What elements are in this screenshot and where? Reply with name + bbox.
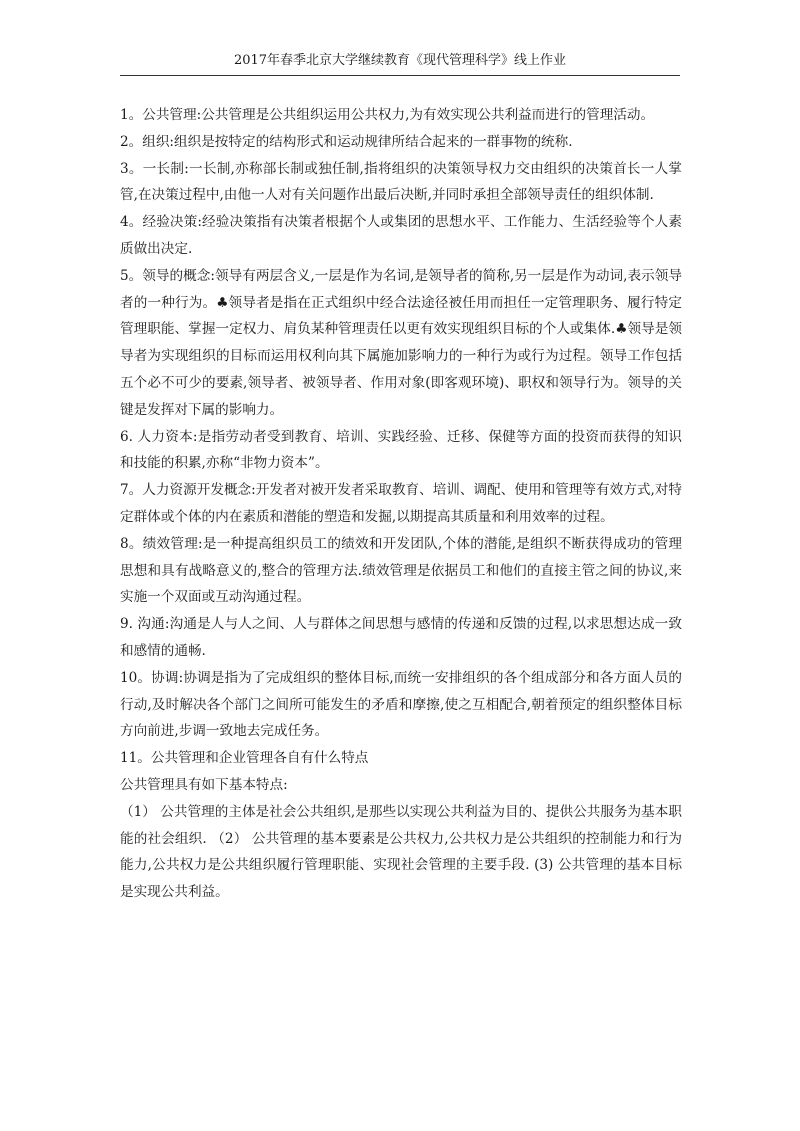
paragraph-2: 2。组织:组织是按特定的结构形式和运动规律所结合起来的一群事物的统称. — [120, 133, 573, 150]
paragraph-9: 9. 沟通:沟通是人与人之间、人与群体之间思想与感情的传递和反馈的过程,以求思想达成一致和感情的通畅. — [120, 616, 682, 659]
page-header — [120, 52, 680, 70]
header-title: 2017年春季北京大学继续教育《现代管理科学》线上作业 — [233, 53, 567, 68]
paragraph-7: 7。人力资源开发概念:开发者对被开发者采取教育、培训、调配、使用和管理等有效方式,对特定群体或个体的内在素质和潜能的塑造和发掘,以期提高其质量和利用效率的过程。 — [120, 482, 682, 525]
document-body — [120, 102, 682, 906]
header-divider — [120, 75, 680, 76]
paragraph-4: 4。经验决策:经验决策指有决策者根据个人或集团的思想水平、工作能力、生活经验等个人素质做出决定. — [120, 214, 682, 257]
paragraph-12: 公共管理具有如下基本特点: — [120, 776, 288, 793]
paragraph-3: 3。一长制:一长制,亦称部长制或独任制,指将组织的决策领导权力交由组织的决策首长一人掌管,在决策过程中,由他一人对有关问题作出最后决断,并同时承担全部领导责任的组织体制. — [120, 160, 682, 204]
paragraph-13: （1） 公共管理的主体是社会公共组织,是那些以实现公共利益为目的、提供公共服务为基本职能的社会组织. （2） 公共管理的基本要素是公共权力,公共权力是公共组织的控制能力和行为能力,公共权力是公共组织履行管理职能、实现社会管理的主要手段. (3) 公共管理的基本目标是实现公共利益。 — [120, 803, 682, 901]
paragraph-11: 11。公共管理和企业管理各自有什么特点 — [120, 750, 369, 767]
paragraph-6: 6. 人力资本:是指劳动者受到教育、培训、实践经验、迁移、保健等方面的投资而获得的知识和技能的积累,亦称“非物力资本”。 — [120, 428, 682, 472]
paragraph-10: 10。协调:协调是指为了完成组织的整体目标,而统一安排组织的各个组成部分和各方面人员的行动,及时解决各个部门之间所可能发生的矛盾和摩擦,使之互相配合,朝着预定的组织整体目标方向前进,步调一致地去完成任务。 — [120, 669, 682, 740]
paragraph-8: 8。绩效管理:是一种提高组织员工的绩效和开发团队,个体的潜能,是组织不断获得成功的管理思想和具有战略意义的,整合的管理方法.绩效管理是依据员工和他们的直接主管之间的协议,来实施一个双面或互动沟通过程。 — [120, 535, 682, 606]
paragraph-1: 1。公共管理:公共管理是公共组织运用公共权力,为有效实现公共利益而进行的管理活动。 — [120, 107, 655, 123]
paragraph-5: 5。领导的概念:领导有两层含义,一层是作为名词,是领导者的简称,另一层是作为动词,表示领导者的一种行为。♣领导者是指在正式组织中经合法途径被任用而担任一定管理职务、履行特定管理职能、掌握一定权力、肩负某种管理责任以更有效实现组织目标的个人或集体.♣领导是领导者为实现组织的目标而运用权利向其下属施加影响力的一种行为或行为过程。领导工作包括五个必不可少的要素,领导者、被领导者、作用对象(即客观环境)、职权和领导行为。领导的关键是发挥对下属的影响力。 — [120, 267, 682, 418]
